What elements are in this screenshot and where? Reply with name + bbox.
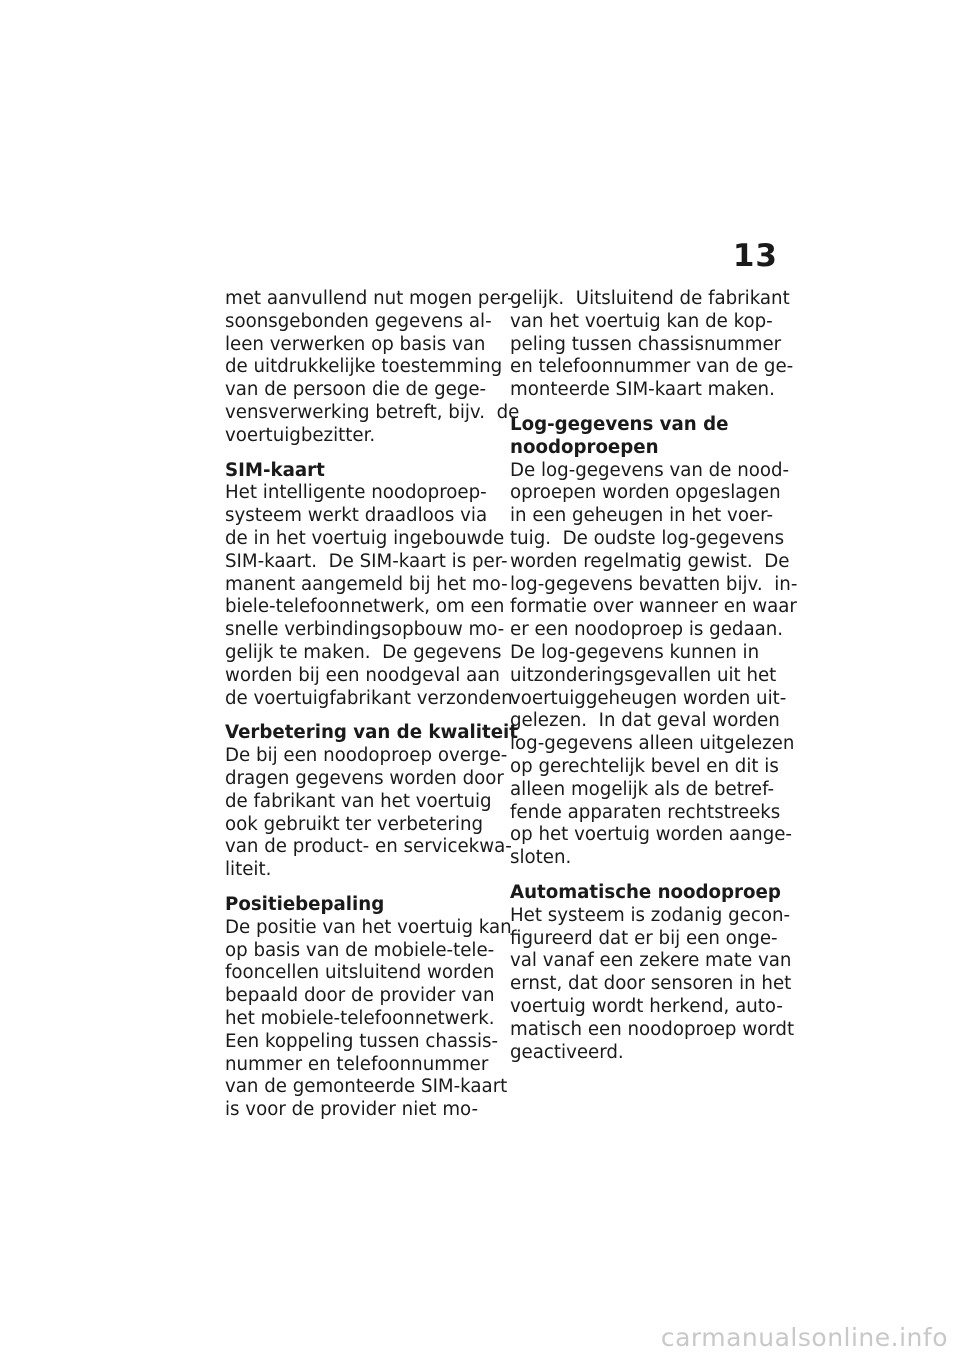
section-continuation — [225, 288, 520, 448]
body-text-line: op basis van de mobiele-tele- — [225, 939, 495, 961]
text-column-right — [510, 288, 798, 1076]
body-text-line: van de product- en servicekwa- — [225, 836, 512, 858]
body-text-line: met aanvullend nut mogen per- — [225, 288, 514, 309]
body-text-line: de fabrikant van het voertuig — [225, 790, 492, 812]
body-text-line: uitzonderingsgevallen uit het — [510, 664, 777, 686]
section-heading: noodoproepen — [510, 436, 659, 458]
body-text-line: gelijk te maken. De gegevens — [225, 641, 502, 663]
section-log-gegevens-van-de-noodoproepen — [510, 413, 798, 870]
section-sim-kaart — [225, 459, 519, 711]
body-text-line: SIM-kaart. De SIM-kaart is per- — [225, 550, 508, 572]
body-text-line: geactiveerd. — [510, 1041, 624, 1063]
body-text-line: worden regelmatig gewist. De — [510, 550, 790, 572]
body-text-line: vensverwerking betreft, bijv. de — [225, 401, 520, 423]
body-text-line: de uitdrukkelijke toestemming — [225, 356, 503, 378]
body-text-line: De bij een noodoproep overge- — [225, 745, 508, 767]
body-text-line: tuig. De oudste log-gegevens — [510, 527, 785, 549]
watermark: carmanualsonline.info — [660, 1323, 948, 1352]
body-text-line: voertuig wordt herkend, auto- — [510, 995, 783, 1017]
body-text-line: snelle verbindingsopbouw mo- — [225, 619, 505, 641]
body-text-line: dragen gegevens worden door — [225, 767, 504, 789]
body-text-line: voertuiggeheugen worden uit- — [510, 687, 787, 709]
body-text-line: peling tussen chassisnummer — [510, 333, 782, 355]
section-verbetering-van-de-kwaliteit — [225, 722, 518, 882]
body-text-line: liteit. — [225, 859, 272, 881]
body-text-line: van de gemonteerde SIM-kaart — [225, 1076, 508, 1098]
section-heading: Automatische noodoproep — [510, 881, 781, 903]
body-text-line: in een geheugen in het voer- — [510, 505, 774, 527]
section-positiebepaling — [225, 893, 512, 1122]
body-text-line: fende apparaten rechtstreeks — [510, 801, 781, 823]
body-text-line: systeem werkt draadloos via — [225, 505, 488, 527]
body-text-line: log-gegevens bevatten bijv. in- — [510, 573, 798, 595]
body-text-line: de in het voertuig ingebouwde — [225, 527, 505, 549]
body-text-line: worden bij een noodgeval aan — [225, 664, 500, 686]
section-heading: SIM-kaart — [225, 459, 325, 481]
body-text-line: De positie van het voertuig kan — [225, 916, 512, 938]
body-text-line: gelezen. In dat geval worden — [510, 710, 780, 732]
body-text-line: op het voertuig worden aange- — [510, 824, 792, 846]
body-text-line: op gerechtelijk bevel en dit is — [510, 755, 779, 777]
body-text-line: is voor de provider niet mo- — [225, 1099, 479, 1121]
body-text-line: gelijk. Uitsluitend de fabrikant — [510, 288, 790, 309]
body-text-line: log-gegevens alleen uitgelezen — [510, 733, 795, 755]
body-text-line: De log-gegevens van de nood- — [510, 459, 790, 481]
body-text-line: Het systeem is zodanig gecon- — [510, 904, 791, 926]
section-automatische-noodoproep — [510, 881, 795, 1064]
body-text-line: en telefoonnummer van de ge- — [510, 356, 794, 378]
body-text-line: soonsgebonden gegevens al- — [225, 310, 492, 332]
body-text-line: val vanaf een zekere mate van — [510, 950, 792, 972]
body-text-line: matisch een noodoproep wordt — [510, 1018, 795, 1040]
body-text-line: voertuigbezitter. — [225, 424, 376, 446]
body-text-line: fooncellen uitsluitend worden — [225, 962, 495, 984]
section-continuation — [510, 288, 794, 402]
body-text-line: De log-gegevens kunnen in — [510, 641, 760, 663]
body-text-line: bepaald door de provider van — [225, 985, 495, 1007]
body-text-line: sloten. — [510, 847, 572, 869]
body-text-line: nummer en telefoonnummer — [225, 1053, 489, 1075]
body-text-line: oproepen worden opgeslagen — [510, 482, 781, 504]
body-text-line: manent aangemeld bij het mo- — [225, 573, 508, 595]
body-text-line: Een koppeling tussen chassis- — [225, 1030, 499, 1052]
body-text-line: ernst, dat door sensoren in het — [510, 973, 792, 995]
section-heading: Verbetering van de kwaliteit — [225, 722, 518, 744]
body-text-line: biele-telefoonnetwerk, om een — [225, 596, 505, 618]
body-text-line: van de persoon die de gege- — [225, 379, 487, 401]
body-text-line: alleen mogelijk als de betref- — [510, 778, 775, 800]
text-column-left — [225, 288, 520, 1134]
body-text-line: monteerde SIM-kaart maken. — [510, 379, 775, 401]
body-text-line: figureerd dat er bij een onge- — [510, 927, 778, 949]
body-text-line: leen verwerken op basis van — [225, 333, 486, 355]
body-text-line: ook gebruikt ter verbetering — [225, 813, 484, 835]
body-text-line: van het voertuig kan de kop- — [510, 310, 773, 332]
section-heading: Positiebepaling — [225, 893, 385, 915]
body-text-line: het mobiele-telefoonnetwerk. — [225, 1007, 495, 1029]
body-text-line: de voertuigfabrikant verzonden. — [225, 687, 519, 709]
body-text-line: er een noodoproep is gedaan. — [510, 619, 784, 641]
body-text-line: Het intelligente noodoproep- — [225, 482, 487, 504]
body-text-line: formatie over wanneer en waar — [510, 596, 797, 618]
page-number: 13 — [732, 238, 778, 274]
section-heading: Log-gegevens van de — [510, 413, 729, 435]
